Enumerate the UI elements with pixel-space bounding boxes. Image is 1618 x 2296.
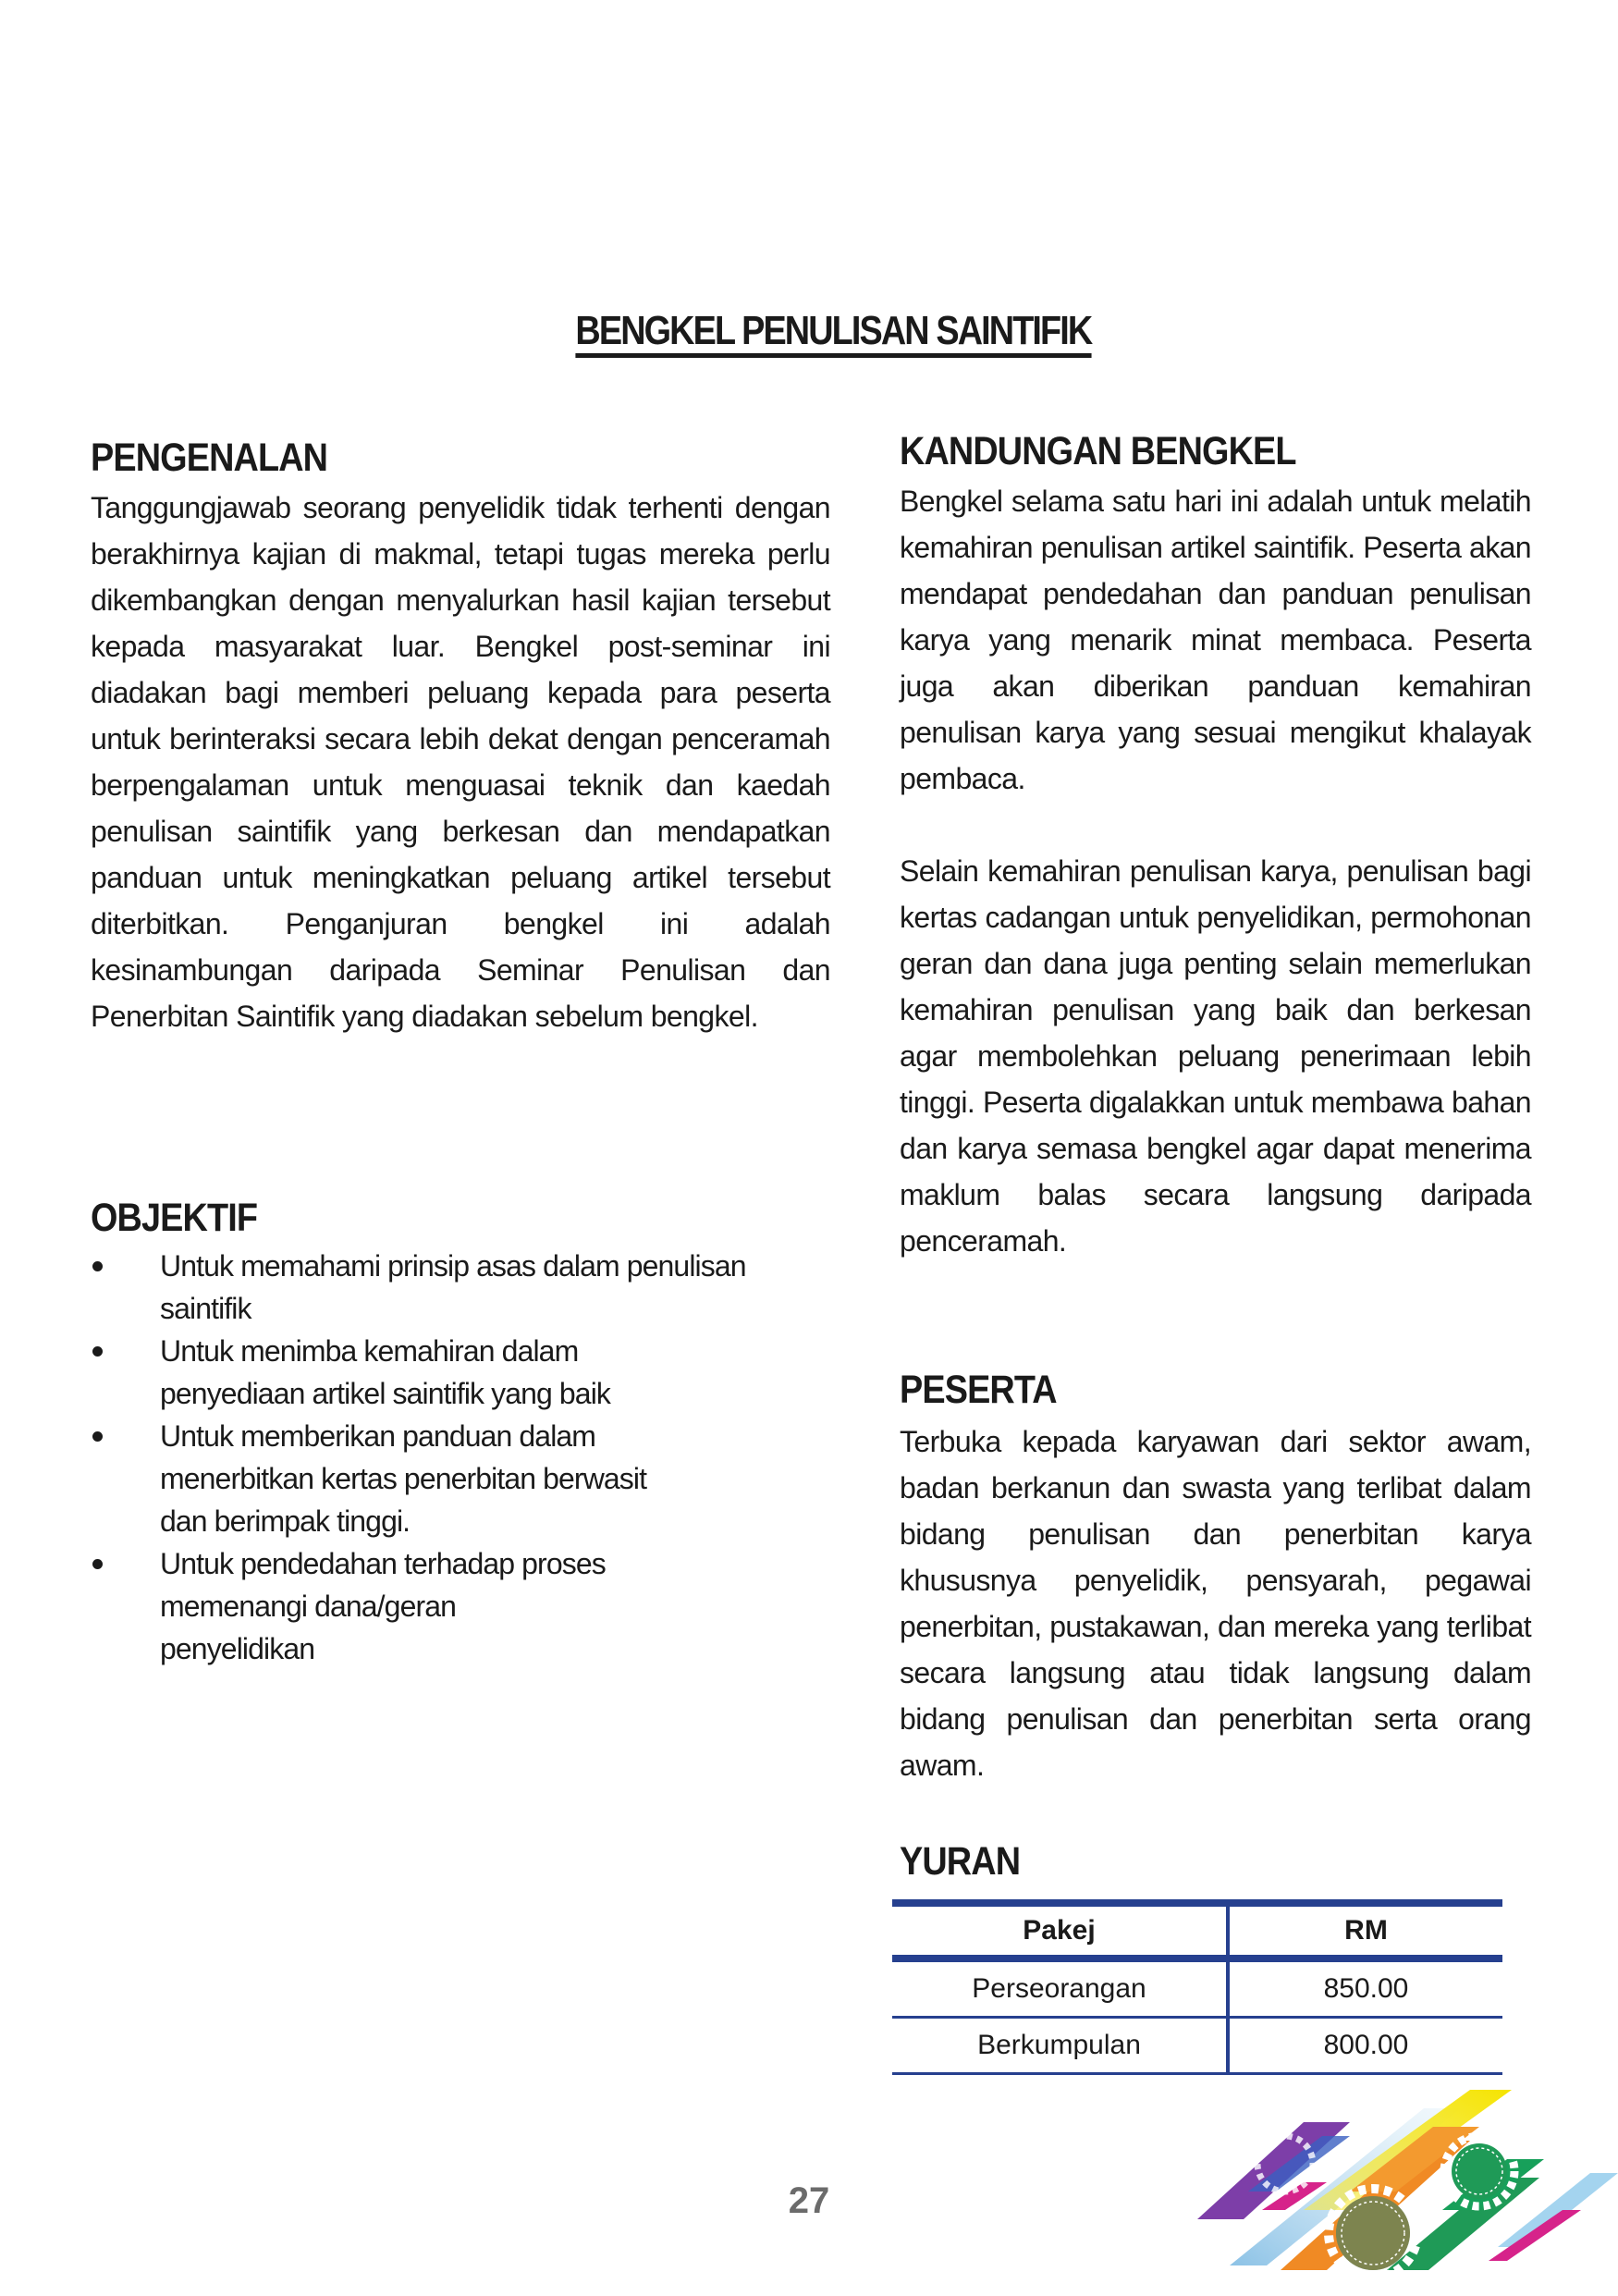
objektif-item-text: Untuk pendedahan terhadap proses memenangi dana/geran penyelidikan [160,1547,606,1665]
section-peserta [900,1367,1531,1788]
fee-table-header-row [892,1903,1502,1958]
objektif-item [91,1415,830,1542]
section-objektif [91,1195,830,1670]
heading-peserta: PESERTA [900,1368,1057,1412]
page-number: 27 [788,2180,830,2221]
section-yuran [900,1838,1531,1885]
table-row [892,2018,1502,2074]
bullet-icon [92,1431,103,1442]
cell-rm: 850.00 [1228,1958,1502,2018]
kandungan-paragraph-1: Bengkel selama satu hari ini adalah untuk melatih kemahiran penulisan artikel saintifik. Peserta akan mendapat pendedahan dan panduan penulisan karya yang menarik minat membaca. Peserta juga akan diberikan panduan kemahiran penulisan karya yang sesuai mengikut khalayak pembaca. [900,485,1531,795]
heading-objektif: OBJEKTIF [91,1196,258,1240]
bullet-icon [92,1559,103,1569]
cell-pakej: Berkumpulan [892,2018,1228,2074]
section-kandungan [900,428,1531,1264]
page-title-wrap [0,309,1618,358]
section-pengenalan [91,435,830,1039]
objektif-item [91,1542,830,1670]
column-header-rm: RM [1228,1903,1502,1958]
objektif-item-text: Untuk memahami prinsip asas dalam penulisan saintifik [160,1249,746,1325]
cell-pakej: Perseorangan [892,1958,1228,2018]
peserta-body: Terbuka kepada karyawan dari sektor awam, badan berkanun dan swasta yang terlibat dalam bidang penulisan dan penerbitan karya khususnya penyelidik, pensyarah, pegawai penerbitan, pustakawan, dan mereka yang terlibat secara langsung atau tidak langsung dalam bidang penulisan dan penerbitan serta orang awam. [900,1425,1531,1782]
objektif-item [91,1245,830,1330]
objektif-list [91,1245,830,1670]
gears-stripes-icon [1193,2071,1618,2284]
pengenalan-body: Tanggungjawab seorang penyelidik tidak terhenti dengan berakhirnya kajian di makmal, tetapi tugas mereka perlu dikembangkan dengan menyalurkan hasil kajian tersebut kepada masyarakat luar. Bengkel post-seminar ini diadakan bagi memberi peluang kepada para peserta untuk berinteraksi secara lebih dekat dengan penceramah berpengalaman untuk menguasai teknik dan kaedah penulisan saintifik yang berkesan dan mendapatkan panduan untuk meningkatkan peluang artikel tersebut diterbitkan. Penganjuran bengkel ini adalah kesinambungan daripada Seminar Penulisan dan Penerbitan Saintifik yang diadakan sebelum bengkel. [91,491,830,1033]
objektif-item-text: Untuk memberikan panduan dalam menerbitkan kertas penerbitan berwasit dan berimpak tinggi. [160,1419,647,1538]
heading-yuran: YURAN [900,1839,1021,1884]
objektif-item [91,1330,830,1415]
heading-pengenalan: PENGENALAN [91,436,328,480]
bullet-icon [92,1346,103,1357]
kandungan-paragraph-2: Selain kemahiran penulisan karya, penulisan bagi kertas cadangan untuk penyelidikan, permohonan geran dan dana juga penting selain memerlukan kemahiran penulisan yang baik dan berkesan agar membolehkan peluang penerimaan lebih tinggi. Peserta digalakkan untuk membawa bahan dan karya semasa bengkel agar dapat menerima maklum balas secara langsung daripada penceramah. [900,854,1531,1258]
cell-rm: 800.00 [1228,2018,1502,2074]
bullet-icon [92,1261,103,1271]
fee-table [892,1899,1502,2075]
objektif-item-text: Untuk menimba kemahiran dalam penyediaan artikel saintifik yang baik [160,1334,611,1410]
page-title: BENGKEL PENULISAN SAINTIFIK [575,309,1091,358]
table-row [892,1958,1502,2018]
column-header-pakej: Pakej [892,1903,1228,1958]
heading-kandungan-bengkel: KANDUNGAN BENGKEL [900,429,1296,473]
